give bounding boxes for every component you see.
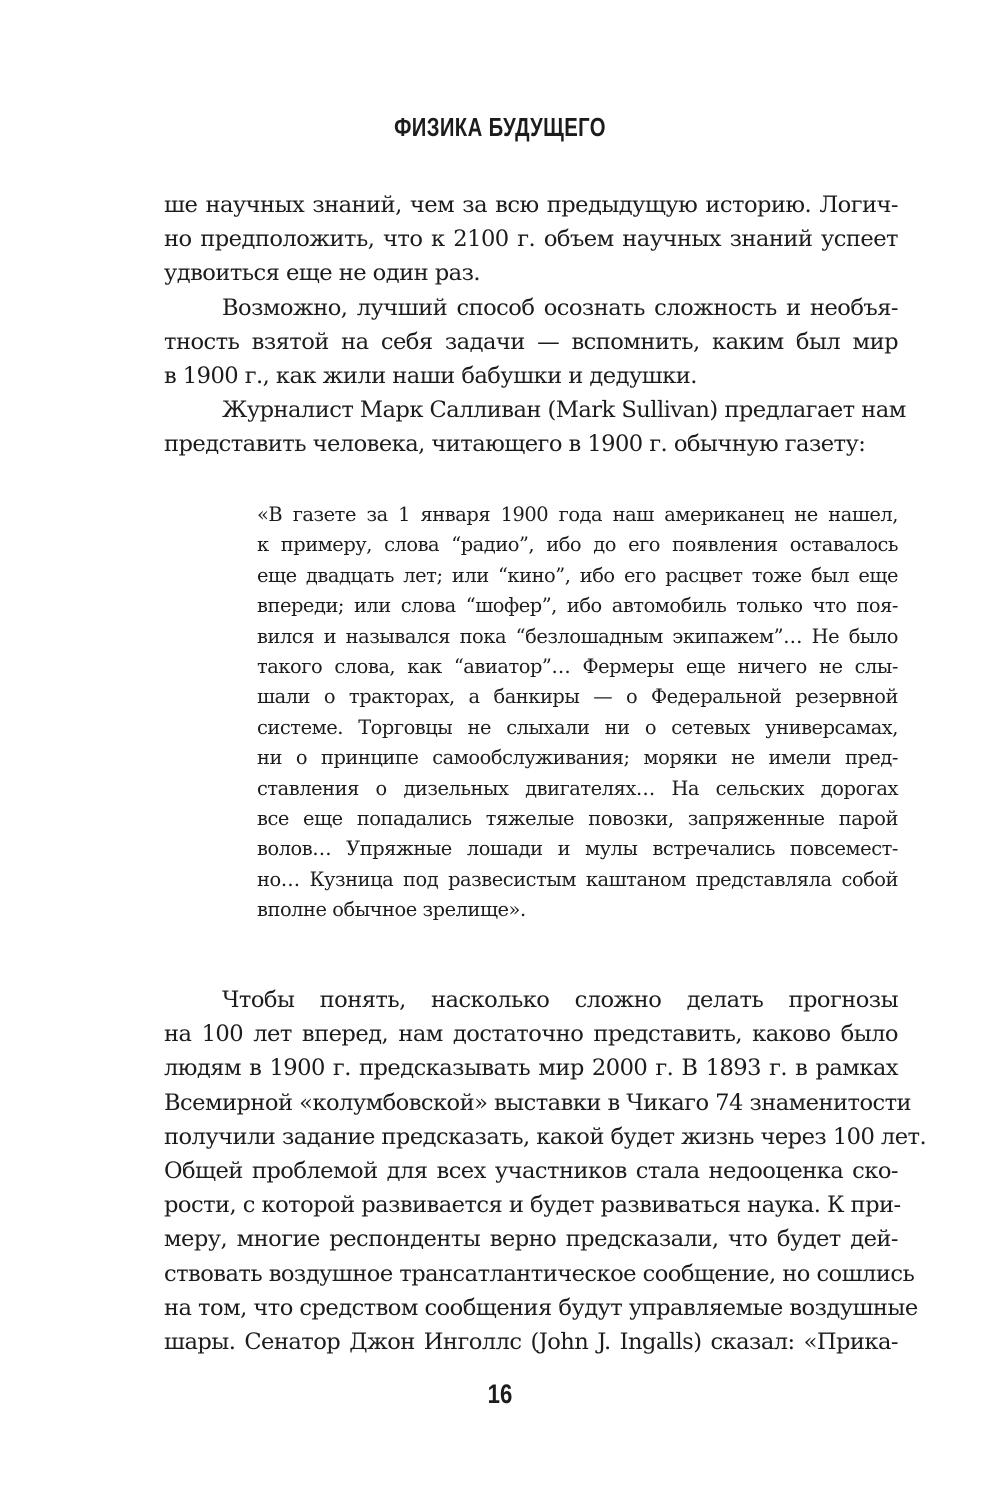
text-line: Журналист Марк Салливан (Mark Sullivan) предлагает нам bbox=[222, 397, 906, 424]
page-number: 16 bbox=[487, 1379, 513, 1409]
text-line: Всемирной «колумбовской» выставки в Чикаго 74 знаменитости bbox=[164, 1089, 912, 1116]
text-line: Чтобы понять, насколько сложно делать прогнозы bbox=[222, 987, 898, 1013]
text-line: рости, с которой развивается и будет развиваться наука. К при- bbox=[164, 1192, 901, 1219]
text-line: Возможно, лучший способ осознать сложность и необъя- bbox=[222, 294, 898, 321]
quote-line: системе. Торговцы не слыхали ни о сетевых универсамах, bbox=[257, 715, 898, 739]
text-line: тность взятой на себя задачи — вспомнить, каким был мир bbox=[164, 328, 898, 355]
text-line: удвоиться еще не один раз. bbox=[164, 260, 480, 287]
quote-line: к примеру, слова “радио”, ибо до его появления оставалось bbox=[257, 533, 898, 557]
quote-line: шали о тракторах, а банкиры — о Федеральной резервной bbox=[257, 685, 898, 709]
text-line: в 1900 г., как жили наши бабушки и дедушки. bbox=[164, 363, 697, 390]
text-line: меру, многие респонденты верно предсказали, что будет дей- bbox=[164, 1226, 898, 1253]
quote-line: все еще попадались тяжелые повозки, запряженные парой bbox=[257, 807, 898, 831]
text-line: шары. Сенатор Джон Инголлс (John J. Ingalls) сказал: «Прика- bbox=[164, 1329, 898, 1356]
quote-line: волов… Упряжные лошади и мулы встречались повсемест- bbox=[257, 837, 898, 861]
quote-line: ни о принципе самообслуживания; моряки не имели пред- bbox=[257, 746, 898, 770]
text-line: на том, что средством сообщения будут управляемые воздушные bbox=[164, 1294, 918, 1321]
body-text-top bbox=[164, 188, 906, 462]
text-line: Общей проблемой для всех участников стала недооценка ско- bbox=[164, 1158, 898, 1185]
text-line: ше научных знаний, чем за всю предыдущую историю. Логич- bbox=[164, 192, 898, 218]
quote-line: еще двадцать лет; или “кино”, ибо его расцвет тоже был еще bbox=[257, 563, 898, 587]
quote-line: вполне обычное зрелище». bbox=[257, 898, 526, 922]
block-quote bbox=[257, 500, 898, 926]
running-head: ФИЗИКА БУДУЩЕГО bbox=[394, 112, 606, 142]
body-text-bottom bbox=[164, 983, 927, 1359]
text-line: получили задание предсказать, какой будет жизнь через 100 лет. bbox=[164, 1123, 927, 1150]
quote-line: впереди; или слова “шофер”, ибо автомобиль только что поя- bbox=[257, 594, 898, 618]
text-line: на 100 лет вперед, нам достаточно представить, каково было bbox=[164, 1021, 898, 1048]
quote-line: ставления о дизельных двигателях… На сельских дорогах bbox=[257, 776, 898, 800]
quote-line: но… Кузница под развесистым каштаном представляла собой bbox=[257, 867, 898, 891]
text-line: людям в 1900 г. предсказывать мир 2000 г. В 1893 г. в рамках bbox=[164, 1055, 898, 1082]
quote-line: вился и назывался пока “безлошадным экипажем”… Не было bbox=[257, 624, 898, 648]
quote-line: такого слова, как “авиатор”… Фермеры еще ничего не слы- bbox=[257, 655, 898, 679]
text-line: но предположить, что к 2100 г. объем научных знаний успеет bbox=[164, 226, 898, 253]
text-line: представить человека, читающего в 1900 г. обычную газету: bbox=[164, 431, 866, 458]
text-line: ствовать воздушное трансатлантическое сообщение, но сошлись bbox=[164, 1260, 915, 1287]
quote-line: «В газете за 1 января 1900 года наш американец не нашел, bbox=[257, 503, 898, 526]
